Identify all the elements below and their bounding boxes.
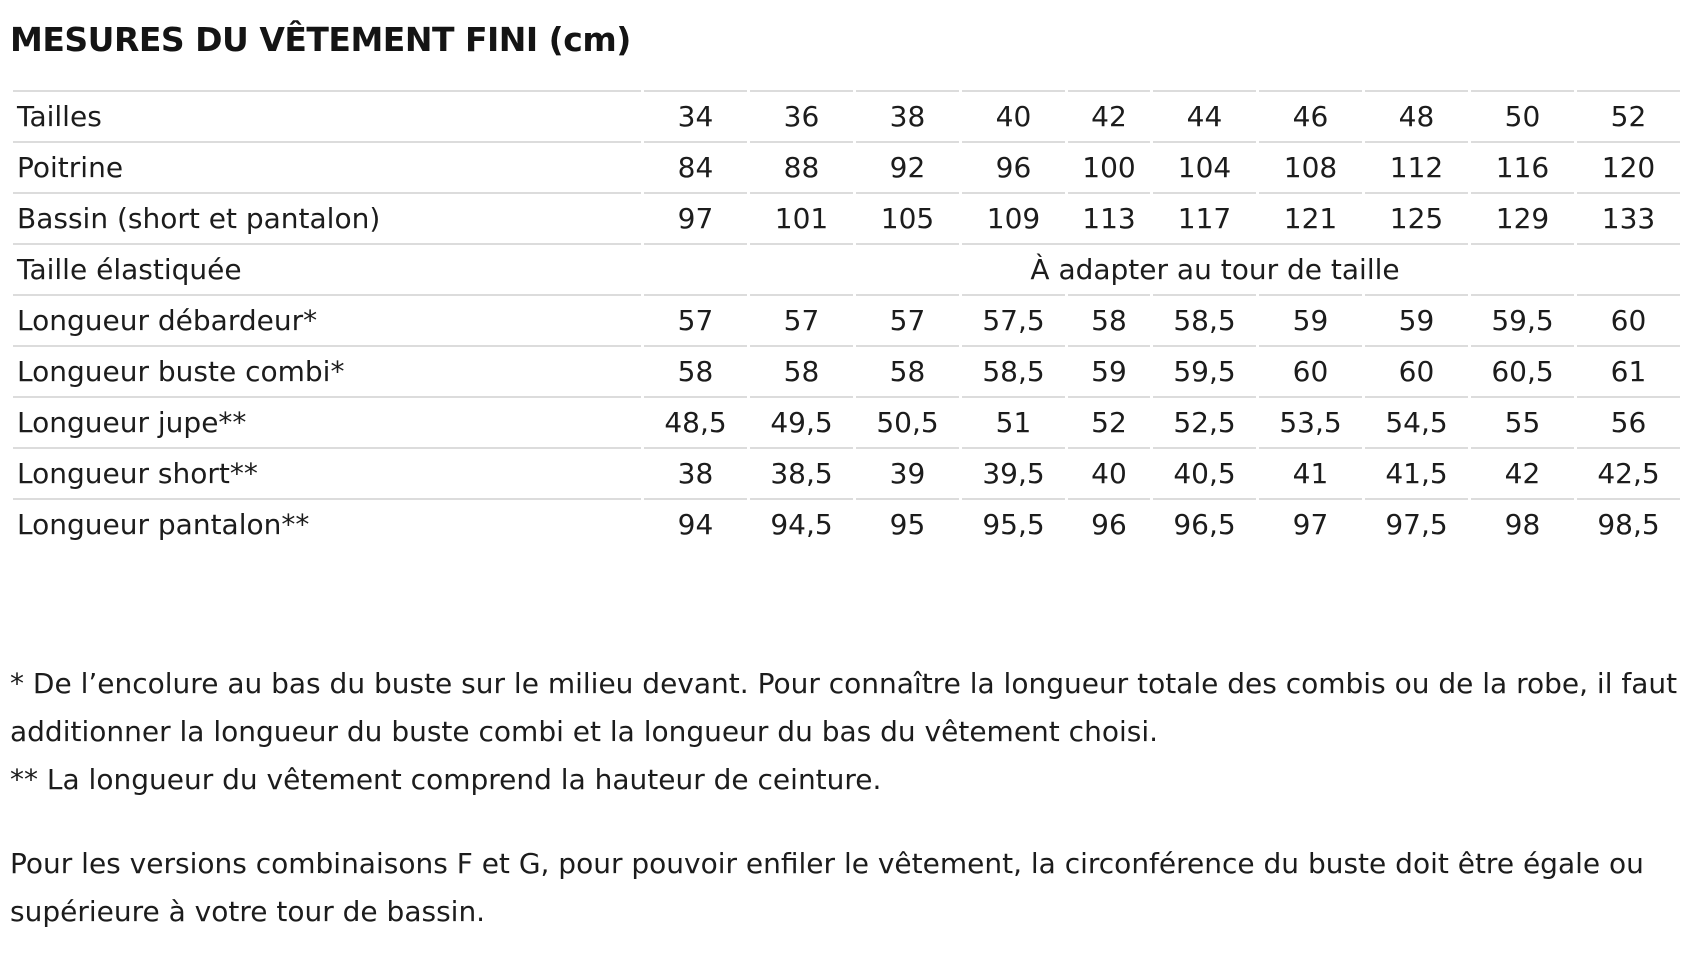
- table-row: [13, 141, 1680, 192]
- table-cell: 88: [750, 141, 853, 192]
- row-label: Longueur short**: [13, 447, 641, 498]
- table-cell: 95: [856, 498, 959, 549]
- table-cell: 57,5: [962, 294, 1065, 345]
- row-label: Longueur débardeur*: [13, 294, 641, 345]
- table-cell: 120: [1577, 141, 1680, 192]
- table-cell: [750, 243, 853, 294]
- table-cell: 84: [644, 141, 747, 192]
- table-cell: 104: [1153, 141, 1256, 192]
- table-cell: 36: [750, 90, 853, 141]
- table-cell: [1471, 243, 1574, 294]
- table-cell: 50,5: [856, 396, 959, 447]
- table-cell: 54,5: [1365, 396, 1468, 447]
- waist-adjust-note: À adapter au tour de taille: [962, 243, 1468, 294]
- table-cell: 59,5: [1471, 294, 1574, 345]
- table-cell: 59,5: [1153, 345, 1256, 396]
- table-cell: 40: [1068, 447, 1150, 498]
- table-row: [13, 396, 1680, 447]
- table-cell: 97,5: [1365, 498, 1468, 549]
- table-cell: 96: [1068, 498, 1150, 549]
- table-cell: 58: [750, 345, 853, 396]
- table-row: [13, 498, 1680, 549]
- table-cell: 53,5: [1259, 396, 1362, 447]
- table-cell: 61: [1577, 345, 1680, 396]
- table-cell: 55: [1471, 396, 1574, 447]
- table-cell: 125: [1365, 192, 1468, 243]
- measurements-table: [10, 90, 1683, 549]
- row-label: Longueur jupe**: [13, 396, 641, 447]
- table-row: [13, 447, 1680, 498]
- table-cell: 113: [1068, 192, 1150, 243]
- table-cell: 58,5: [962, 345, 1065, 396]
- row-label: Bassin (short et pantalon): [13, 192, 641, 243]
- footnote-bust-length: * De l’encolure au bas du buste sur le milieu devant. Pour connaître la longueur totale des combis ou de la robe, il faut additionner la longueur du buste combi et la longueur du bas du vêtement choisi.: [10, 667, 1678, 748]
- table-cell: 58,5: [1153, 294, 1256, 345]
- table-cell: 117: [1153, 192, 1256, 243]
- table-cell: 46: [1259, 90, 1362, 141]
- table-cell: 52: [1068, 396, 1150, 447]
- table-cell: 97: [644, 192, 747, 243]
- table-cell: 60: [1577, 294, 1680, 345]
- table-cell: 98,5: [1577, 498, 1680, 549]
- table-cell: 59: [1068, 345, 1150, 396]
- table-cell: [856, 243, 959, 294]
- table-cell: 96: [962, 141, 1065, 192]
- table-cell: 121: [1259, 192, 1362, 243]
- table-cell: [644, 243, 747, 294]
- table-cell: 42: [1068, 90, 1150, 141]
- table-cell: 40: [962, 90, 1065, 141]
- table-cell: 129: [1471, 192, 1574, 243]
- table-cell: 59: [1365, 294, 1468, 345]
- footnote-waistband: ** La longueur du vêtement comprend la hauteur de ceinture.: [10, 763, 882, 796]
- table-cell: 116: [1471, 141, 1574, 192]
- table-cell: 56: [1577, 396, 1680, 447]
- table-cell: 34: [644, 90, 747, 141]
- table-cell: 60: [1365, 345, 1468, 396]
- table-cell: 48: [1365, 90, 1468, 141]
- table-cell: 38: [644, 447, 747, 498]
- table-cell: 60: [1259, 345, 1362, 396]
- table-cell: 98: [1471, 498, 1574, 549]
- table-cell: [1577, 243, 1680, 294]
- table-cell: 100: [1068, 141, 1150, 192]
- page-title: MESURES DU VÊTEMENT FINI (cm): [10, 20, 631, 59]
- table-row: [13, 90, 1680, 141]
- row-label: Longueur pantalon**: [13, 498, 641, 549]
- table-cell: 57: [750, 294, 853, 345]
- table-cell: 57: [856, 294, 959, 345]
- table-cell: 42,5: [1577, 447, 1680, 498]
- table-cell: 52,5: [1153, 396, 1256, 447]
- table-cell: 39,5: [962, 447, 1065, 498]
- table-cell: 96,5: [1153, 498, 1256, 549]
- row-label: Poitrine: [13, 141, 641, 192]
- table-cell: 101: [750, 192, 853, 243]
- row-label: Taille élastiquée: [13, 243, 641, 294]
- notes-section: [10, 660, 1700, 936]
- table-cell: 60,5: [1471, 345, 1574, 396]
- table-cell: 94,5: [750, 498, 853, 549]
- table-cell: 42: [1471, 447, 1574, 498]
- table-cell: 51: [962, 396, 1065, 447]
- table-cell: 58: [644, 345, 747, 396]
- table-cell: 112: [1365, 141, 1468, 192]
- table-cell: 92: [856, 141, 959, 192]
- row-label: Tailles: [13, 90, 641, 141]
- table-cell: 48,5: [644, 396, 747, 447]
- table-cell: 40,5: [1153, 447, 1256, 498]
- table-cell: 44: [1153, 90, 1256, 141]
- table-cell: 58: [1068, 294, 1150, 345]
- table-cell: 38: [856, 90, 959, 141]
- table-cell: 41,5: [1365, 447, 1468, 498]
- table-cell: 50: [1471, 90, 1574, 141]
- table-cell: 41: [1259, 447, 1362, 498]
- table-cell: 38,5: [750, 447, 853, 498]
- table-cell: 105: [856, 192, 959, 243]
- table-cell: 49,5: [750, 396, 853, 447]
- table-cell: 109: [962, 192, 1065, 243]
- table-cell: 52: [1577, 90, 1680, 141]
- table-cell: 59: [1259, 294, 1362, 345]
- jumpsuit-remark: Pour les versions combinaisons F et G, pour pouvoir enfiler le vêtement, la circonférence du buste doit être égale ou supérieure à votre tour de bassin.: [10, 847, 1644, 928]
- table-cell: 97: [1259, 498, 1362, 549]
- table-cell: 94: [644, 498, 747, 549]
- table-cell: 58: [856, 345, 959, 396]
- table-row: [13, 294, 1680, 345]
- table-cell: 133: [1577, 192, 1680, 243]
- table-cell: 39: [856, 447, 959, 498]
- table-cell: 57: [644, 294, 747, 345]
- row-label: Longueur buste combi*: [13, 345, 641, 396]
- table-cell: 108: [1259, 141, 1362, 192]
- table-cell: 95,5: [962, 498, 1065, 549]
- table-row: [13, 345, 1680, 396]
- table-row: [13, 192, 1680, 243]
- table-row: [13, 243, 1680, 294]
